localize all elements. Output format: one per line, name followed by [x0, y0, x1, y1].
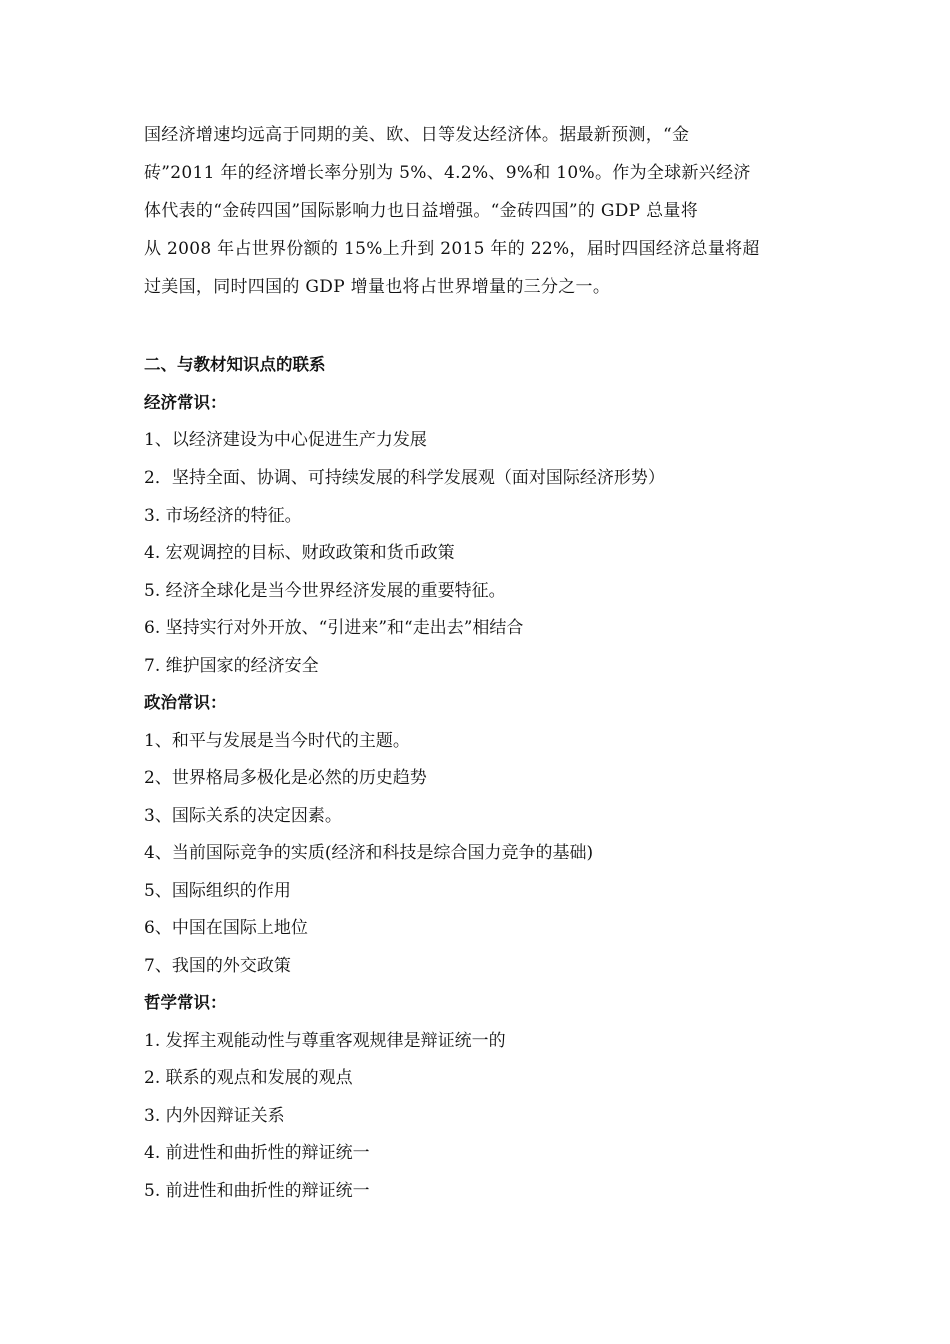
politics-item: 1、和平与发展是当今时代的主题。 — [144, 731, 410, 751]
paragraph-line: 砖”2011 年的经济增长率分别为 5%、4.2%、9%和 10%。作为全球新兴经济 — [144, 163, 751, 183]
philosophy-item: 1. 发挥主观能动性与尊重客观规律是辩证统一的 — [144, 1031, 506, 1051]
politics-heading: 政治常识： — [144, 693, 227, 712]
philosophy-item: 3. 内外因辩证关系 — [144, 1106, 285, 1126]
paragraph-line: 体代表的“金砖四国”国际影响力也日益增强。“金砖四国”的 GDP 总量将 — [144, 201, 699, 221]
economics-item: 2．坚持全面、协调、可持续发展的科学发展观（面对国际经济形势） — [144, 468, 665, 488]
politics-item: 5、国际组织的作用 — [144, 881, 291, 901]
philosophy-item: 5. 前进性和曲折性的辩证统一 — [144, 1181, 370, 1201]
economics-item: 4. 宏观调控的目标、财政政策和货币政策 — [144, 543, 455, 563]
economics-item: 6. 坚持实行对外开放、“引进来”和“走出去”相结合 — [144, 618, 524, 638]
politics-item: 2、世界格局多极化是必然的历史趋势 — [144, 768, 427, 788]
politics-item: 4、当前国际竞争的实质(经济和科技是综合国力竞争的基础) — [144, 843, 594, 863]
paragraph-line: 从 2008 年占世界份额的 15%上升到 2015 年的 22%，届时四国经济总量将超 — [144, 239, 760, 259]
economics-item: 7. 维护国家的经济安全 — [144, 656, 319, 676]
paragraph-line: 过美国，同时四国的 GDP 增量也将占世界增量的三分之一。 — [144, 277, 611, 297]
economics-heading: 经济常识： — [144, 393, 227, 412]
intro-paragraph — [144, 116, 808, 306]
section-title: 二、与教材知识点的联系 — [144, 355, 326, 374]
politics-item: 6、中国在国际上地位 — [144, 918, 308, 938]
politics-item: 3、国际关系的决定因素。 — [144, 806, 342, 826]
paragraph-line: 国经济增速均远高于同期的美、欧、日等发达经济体。据最新预测，“金 — [144, 125, 690, 145]
philosophy-heading: 哲学常识： — [144, 993, 227, 1012]
economics-item: 1、以经济建设为中心促进生产力发展 — [144, 430, 427, 450]
philosophy-item: 4. 前进性和曲折性的辩证统一 — [144, 1143, 370, 1163]
economics-item: 5. 经济全球化是当今世界经济发展的重要特征。 — [144, 581, 506, 601]
economics-item: 3. 市场经济的特征。 — [144, 506, 302, 526]
philosophy-item: 2. 联系的观点和发展的观点 — [144, 1068, 353, 1088]
politics-item: 7、我国的外交政策 — [144, 956, 291, 976]
